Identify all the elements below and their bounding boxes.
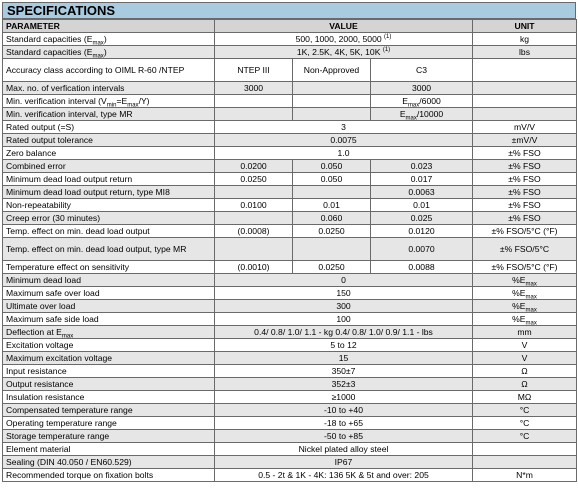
text-part: 0.0070 xyxy=(408,244,435,254)
text-part: max xyxy=(405,115,417,121)
table-row xyxy=(3,352,577,365)
param-cell xyxy=(3,95,215,108)
value-cell xyxy=(371,225,473,238)
table-row xyxy=(3,456,577,469)
unit-cell xyxy=(473,82,577,95)
text-part: Maximum safe over load xyxy=(6,287,100,298)
unit-cell xyxy=(473,134,577,147)
text-part: max xyxy=(525,307,537,313)
unit-cell xyxy=(473,313,577,326)
value-cell xyxy=(293,160,371,173)
value-cell xyxy=(215,430,473,443)
unit-cell xyxy=(473,443,577,456)
table-body xyxy=(3,33,577,482)
param-cell xyxy=(3,160,215,173)
unit-cell xyxy=(473,238,577,261)
text-part: °C xyxy=(519,417,530,428)
text-part: %E xyxy=(512,300,526,311)
table-row xyxy=(3,300,577,313)
value-cell xyxy=(215,134,473,147)
text-part: Accuracy class according to OIML R-60 /NTEP xyxy=(6,65,185,75)
text-part: Temp. effect on min. dead load output, type MR xyxy=(6,244,187,254)
unit-cell xyxy=(473,456,577,469)
value-cell xyxy=(215,274,473,287)
value-cell xyxy=(215,199,293,212)
text-part: V xyxy=(521,339,528,350)
text-part: 15 xyxy=(338,352,349,363)
text-part: Minimum dead load xyxy=(6,274,81,285)
text-part: (0.0008) xyxy=(237,225,270,236)
value-cell xyxy=(215,326,473,339)
table-row xyxy=(3,443,577,456)
text-part: Min. verification interval, type MR xyxy=(6,108,133,119)
param-cell xyxy=(3,391,215,404)
value-cell xyxy=(371,160,473,173)
text-part: 1.0 xyxy=(337,147,350,158)
value-cell xyxy=(215,95,293,108)
table-row xyxy=(3,339,577,352)
text-part: lbs xyxy=(519,46,531,57)
text-part: /10000 xyxy=(416,108,444,119)
text-part: Ω xyxy=(521,378,528,389)
text-part: 350±7 xyxy=(331,365,356,376)
text-part: Sealing (DIN 40.050 / EN60.529) xyxy=(6,456,132,467)
value-cell xyxy=(293,199,371,212)
value-cell xyxy=(215,456,473,469)
unit-cell xyxy=(473,352,577,365)
header-unit: UNIT xyxy=(473,20,577,33)
text-part: 0.025 xyxy=(410,212,433,223)
text-part: -50 to +85 xyxy=(324,430,363,441)
text-part: -18 to +65 xyxy=(324,417,363,428)
value-cell xyxy=(215,173,293,186)
table-row xyxy=(3,469,577,482)
text-part: %E xyxy=(512,287,526,298)
unit-cell xyxy=(473,404,577,417)
table-row xyxy=(3,46,577,59)
text-part: ±% FSO/5°C xyxy=(499,244,550,254)
text-part: 0.01 xyxy=(323,199,340,210)
text-part: Non-Approved xyxy=(303,65,360,75)
text-part: 500, 1000, 2000, 5000 xyxy=(295,33,382,44)
spec-table xyxy=(2,19,577,482)
text-part: MΩ xyxy=(517,391,532,402)
table-row xyxy=(3,147,577,160)
unit-cell xyxy=(473,261,577,274)
table-row xyxy=(3,313,577,326)
param-cell xyxy=(3,443,215,456)
text-part: 0.0250 xyxy=(318,261,345,272)
table-row xyxy=(3,378,577,391)
unit-cell xyxy=(473,300,577,313)
value-cell xyxy=(215,404,473,417)
text-part: ±% FSO xyxy=(508,212,541,223)
text-part: Maximum safe side load xyxy=(6,313,99,324)
table-row xyxy=(3,108,577,121)
value-cell xyxy=(215,378,473,391)
value-cell xyxy=(371,59,473,82)
text-part: max xyxy=(61,333,74,339)
text-part: (0.0010) xyxy=(237,261,270,272)
text-part: 0 xyxy=(341,274,346,285)
text-part: Insulation resistance xyxy=(6,391,85,402)
value-cell xyxy=(371,212,473,225)
text-part: V xyxy=(521,352,528,363)
param-cell xyxy=(3,46,215,59)
table-row xyxy=(3,404,577,417)
value-cell xyxy=(371,199,473,212)
value-cell xyxy=(293,95,371,108)
text-part: max xyxy=(92,53,104,59)
table-row xyxy=(3,430,577,443)
value-cell xyxy=(215,82,293,95)
value-cell xyxy=(293,173,371,186)
text-part: Maximum excitation voltage xyxy=(6,352,113,363)
text-part: 0.023 xyxy=(410,160,433,171)
header-parameter: PARAMETER xyxy=(3,20,215,33)
table-row xyxy=(3,225,577,238)
value-cell xyxy=(215,261,293,274)
text-part: max xyxy=(525,320,537,326)
text-part: Input resistance xyxy=(6,365,67,376)
value-cell xyxy=(293,108,371,121)
param-cell xyxy=(3,456,215,469)
text-part: /6000 xyxy=(419,95,441,106)
text-part: ) xyxy=(103,33,107,44)
unit-cell xyxy=(473,46,577,59)
text-part: 0.017 xyxy=(410,173,433,184)
text-part: E xyxy=(399,108,406,119)
text-part: Ultimate over load xyxy=(6,300,76,311)
value-cell xyxy=(215,59,293,82)
param-cell xyxy=(3,417,215,430)
param-cell xyxy=(3,287,215,300)
table-header xyxy=(3,20,577,33)
unit-cell xyxy=(473,339,577,352)
unit-cell xyxy=(473,469,577,482)
text-part: Storage temperature range xyxy=(6,430,110,441)
table-row xyxy=(3,173,577,186)
text-part: ≥1000 xyxy=(331,391,356,402)
value-cell xyxy=(371,95,473,108)
text-part: 0.0200 xyxy=(240,160,267,171)
table-row xyxy=(3,121,577,134)
text-part: 3000 xyxy=(243,82,264,93)
value-cell xyxy=(215,186,293,199)
text-part: Element material xyxy=(6,443,71,454)
value-cell xyxy=(215,46,473,59)
text-part: 3000 xyxy=(411,82,432,93)
text-part: ±% FSO xyxy=(508,160,541,171)
text-part: 0.0100 xyxy=(240,199,267,210)
value-cell xyxy=(215,238,293,261)
text-part: Output resistance xyxy=(6,378,74,389)
text-part: Excitation voltage xyxy=(6,339,74,350)
text-part: 0.060 xyxy=(320,212,343,223)
text-part: NTEP III xyxy=(237,65,270,75)
param-cell xyxy=(3,225,215,238)
table-row xyxy=(3,365,577,378)
text-part: Max. no. of verfication intervals xyxy=(6,82,125,93)
value-cell xyxy=(215,33,473,46)
text-part: IP67 xyxy=(334,456,353,467)
value-cell xyxy=(215,147,473,160)
value-cell xyxy=(215,160,293,173)
text-part: 3 xyxy=(341,121,346,132)
table-row xyxy=(3,287,577,300)
text-part: 0.0120 xyxy=(408,225,435,236)
text-part: ) xyxy=(103,46,107,57)
text-part: Nickel plated alloy steel xyxy=(298,443,389,454)
table-row xyxy=(3,274,577,287)
text-part: 150 xyxy=(336,287,351,298)
text-part: ±% FSO/5°C (°F) xyxy=(491,225,558,236)
unit-cell xyxy=(473,378,577,391)
text-part: Standard capacities (E xyxy=(6,46,93,57)
value-cell xyxy=(293,82,371,95)
param-cell xyxy=(3,147,215,160)
param-cell xyxy=(3,326,215,339)
table-row xyxy=(3,238,577,261)
value-cell xyxy=(293,212,371,225)
value-cell xyxy=(215,443,473,456)
unit-cell xyxy=(473,326,577,339)
unit-cell xyxy=(473,274,577,287)
table-row xyxy=(3,417,577,430)
param-cell xyxy=(3,82,215,95)
table-row xyxy=(3,261,577,274)
page-title: SPECIFICATIONS xyxy=(2,2,576,19)
text-part: Temp. effect on min. dead load output xyxy=(6,225,150,236)
param-cell xyxy=(3,469,215,482)
value-cell xyxy=(215,339,473,352)
unit-cell xyxy=(473,33,577,46)
text-part: kg xyxy=(519,33,530,44)
table-row xyxy=(3,95,577,108)
unit-cell xyxy=(473,225,577,238)
value-cell xyxy=(371,238,473,261)
unit-cell xyxy=(473,173,577,186)
text-part: E xyxy=(402,95,408,106)
table-row xyxy=(3,212,577,225)
param-cell xyxy=(3,108,215,121)
table-row xyxy=(3,160,577,173)
value-cell xyxy=(215,352,473,365)
table-row xyxy=(3,391,577,404)
value-cell xyxy=(371,261,473,274)
text-part: Operating temperature range xyxy=(6,417,117,428)
value-cell xyxy=(293,225,371,238)
table-row xyxy=(3,199,577,212)
param-cell xyxy=(3,352,215,365)
unit-cell xyxy=(473,287,577,300)
text-part: 0.4/ 0.8/ 1.0/ 1.1 - kg 0.4/ 0.8/ 1.0/ 0.9/ 1.1 - lbs xyxy=(254,326,433,337)
unit-cell xyxy=(473,199,577,212)
unit-cell xyxy=(473,160,577,173)
table-row xyxy=(3,326,577,339)
text-part: max xyxy=(127,102,139,108)
text-part: max xyxy=(525,294,537,300)
text-part: (1) xyxy=(384,33,392,40)
param-cell xyxy=(3,313,215,326)
text-part: Non-repeatability xyxy=(6,199,71,210)
text-part: ±mV/V xyxy=(511,134,538,145)
value-cell xyxy=(215,365,473,378)
text-part: Minimum dead load output return, type MI8 xyxy=(6,186,170,197)
header-value: VALUE xyxy=(215,20,473,33)
table-row xyxy=(3,134,577,147)
param-cell xyxy=(3,378,215,391)
value-cell xyxy=(215,417,473,430)
text-part: °C xyxy=(519,430,530,441)
text-part: Minimum dead load output return xyxy=(6,173,133,184)
text-part: =E xyxy=(116,95,128,106)
param-cell xyxy=(3,430,215,443)
value-cell xyxy=(293,261,371,274)
table-row xyxy=(3,82,577,95)
param-cell xyxy=(3,212,215,225)
text-part: Rated output tolerance xyxy=(6,134,93,145)
text-part: N*m xyxy=(516,469,533,480)
value-cell xyxy=(215,212,293,225)
value-cell xyxy=(215,225,293,238)
value-cell xyxy=(215,121,473,134)
text-part: Recommended torque on fixation bolts xyxy=(6,469,154,480)
text-part: Deflection at E xyxy=(6,326,62,337)
unit-cell xyxy=(473,186,577,199)
text-part: 0.050 xyxy=(320,173,343,184)
text-part: -10 to +40 xyxy=(324,404,363,415)
unit-cell xyxy=(473,121,577,134)
unit-cell xyxy=(473,147,577,160)
text-part: /Y) xyxy=(138,95,150,106)
table-row xyxy=(3,186,577,199)
value-cell xyxy=(293,238,371,261)
table-row xyxy=(3,59,577,82)
param-cell xyxy=(3,121,215,134)
text-part: Rated output (=S) xyxy=(6,121,75,132)
unit-cell xyxy=(473,59,577,82)
unit-cell xyxy=(473,430,577,443)
text-part: 5 to 12 xyxy=(330,339,357,350)
text-part: 0.050 xyxy=(320,160,343,171)
param-cell xyxy=(3,33,215,46)
value-cell xyxy=(215,300,473,313)
value-cell xyxy=(371,82,473,95)
text-part: Temperature effect on sensitivity xyxy=(6,261,130,272)
param-cell xyxy=(3,199,215,212)
value-cell xyxy=(371,173,473,186)
text-part: 0.0088 xyxy=(408,261,435,272)
text-part: 0.5 - 2t & 1K - 4K: 136 5K & 5t and over: 205 xyxy=(258,469,429,480)
text-part: Ω xyxy=(521,365,528,376)
param-cell xyxy=(3,186,215,199)
value-cell xyxy=(371,108,473,121)
text-part: %E xyxy=(512,274,526,285)
text-part: 1K, 2.5K, 4K, 5K, 10K xyxy=(296,46,381,57)
text-part: 0.0075 xyxy=(330,134,357,145)
text-part: (1) xyxy=(382,46,391,53)
text-part: ±% FSO xyxy=(508,147,541,158)
text-part: max xyxy=(92,40,104,46)
text-part: mV/V xyxy=(514,121,536,132)
text-part: mm xyxy=(517,326,532,337)
value-cell xyxy=(215,108,293,121)
unit-cell xyxy=(473,95,577,108)
param-cell xyxy=(3,339,215,352)
text-part: C3 xyxy=(416,65,427,75)
text-part: 0.01 xyxy=(413,199,430,210)
text-part: max xyxy=(525,281,537,287)
text-part: ±% FSO xyxy=(508,186,541,197)
value-cell xyxy=(293,59,371,82)
text-part: Zero balance xyxy=(6,147,57,158)
text-part: Min. verification interval (V xyxy=(6,95,107,106)
text-part: 352±3 xyxy=(331,378,356,389)
text-part: ±% FSO xyxy=(508,173,541,184)
text-part: Creep error (30 minutes) xyxy=(6,212,101,223)
value-cell xyxy=(215,287,473,300)
text-part: %E xyxy=(512,313,526,324)
text-part: 0.0250 xyxy=(240,173,267,184)
text-part: Standard capacities (E xyxy=(6,33,93,44)
text-part: max xyxy=(407,102,420,108)
text-part: Combined error xyxy=(6,160,66,171)
text-part: ±% FSO xyxy=(508,199,541,210)
param-cell xyxy=(3,261,215,274)
text-part: 300 xyxy=(336,300,351,311)
param-cell xyxy=(3,404,215,417)
unit-cell xyxy=(473,108,577,121)
param-cell xyxy=(3,274,215,287)
param-cell xyxy=(3,173,215,186)
table-row xyxy=(3,33,577,46)
value-cell xyxy=(215,469,473,482)
param-cell xyxy=(3,134,215,147)
text-part: °C xyxy=(519,404,530,415)
value-cell xyxy=(215,391,473,404)
value-cell xyxy=(293,186,371,199)
unit-cell xyxy=(473,391,577,404)
param-cell xyxy=(3,238,215,261)
param-cell xyxy=(3,365,215,378)
text-part: Compensated temperature range xyxy=(6,404,133,415)
text-part: 0.0250 xyxy=(318,225,345,236)
param-cell xyxy=(3,59,215,82)
value-cell xyxy=(371,186,473,199)
text-part: min xyxy=(106,102,117,108)
text-part: ±% FSO/5°C (°F) xyxy=(491,261,558,272)
param-cell xyxy=(3,300,215,313)
text-part: 100 xyxy=(336,313,351,324)
text-part: 0.0063 xyxy=(408,186,435,197)
unit-cell xyxy=(473,365,577,378)
unit-cell xyxy=(473,417,577,430)
unit-cell xyxy=(473,212,577,225)
value-cell xyxy=(215,313,473,326)
